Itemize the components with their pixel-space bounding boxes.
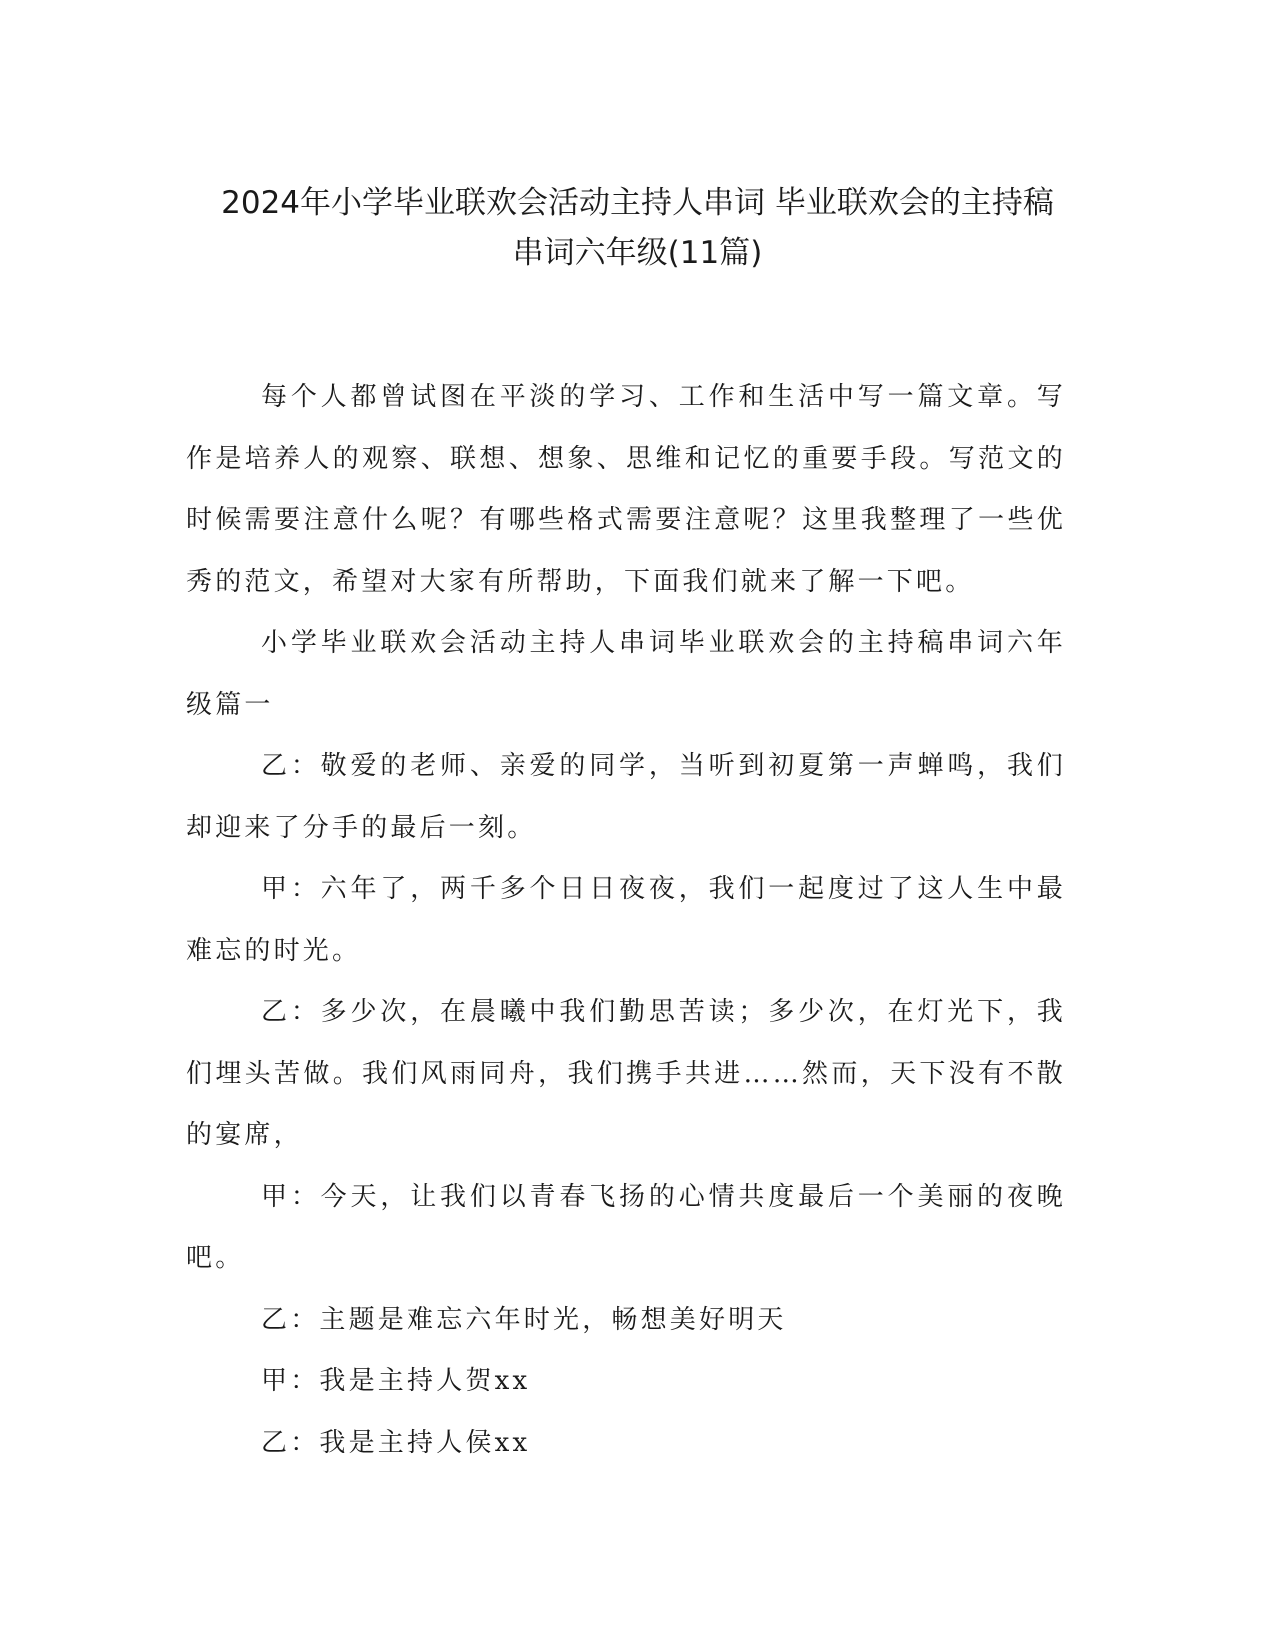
dialogue-line: 乙：我是主持人侯xx [261,1427,531,1458]
title-line-2: 串词六年级(11篇) [512,235,763,271]
dialogue-line: 乙：主题是难忘六年时光，畅想美好明天 [261,1304,787,1335]
dialogue-line: 甲：今天，让我们以青春飞扬的心情共度最后一个美丽的夜晚吧。 [186,1181,1066,1273]
document-title [170,178,1105,278]
dialogue-line: 乙：多少次，在晨曦中我们勤思苦读；多少次，在灯光下，我们埋头苦做。我们风雨同舟，我们携手共进……然而，天下没有不散的宴席， [186,997,1066,1150]
document-body [186,367,1066,1474]
dialogue-line: 甲：我是主持人贺xx [261,1366,531,1396]
section-heading: 小学毕业联欢会活动主持人串词毕业联欢会的主持稿串词六年级篇一 [186,628,1066,720]
intro-paragraph: 每个人都曾试图在平淡的学习、工作和生活中写一篇文章。写作是培养人的观察、联想、想象、思维和记忆的重要手段。写范文的时候需要注意什么呢？有哪些格式需要注意呢？这里我整理了一些优秀的范文，希望对大家有所帮助，下面我们就来了解一下吧。 [186,382,1066,597]
title-line-1: 2024年小学毕业联欢会活动主持人串词 毕业联欢会的主持稿 [221,185,1054,221]
dialogue-line: 乙：敬爱的老师、亲爱的同学，当听到初夏第一声蝉鸣，我们却迎来了分手的最后一刻。 [186,751,1066,843]
dialogue-line: 甲：六年了，两千多个日日夜夜，我们一起度过了这人生中最难忘的时光。 [186,874,1066,966]
